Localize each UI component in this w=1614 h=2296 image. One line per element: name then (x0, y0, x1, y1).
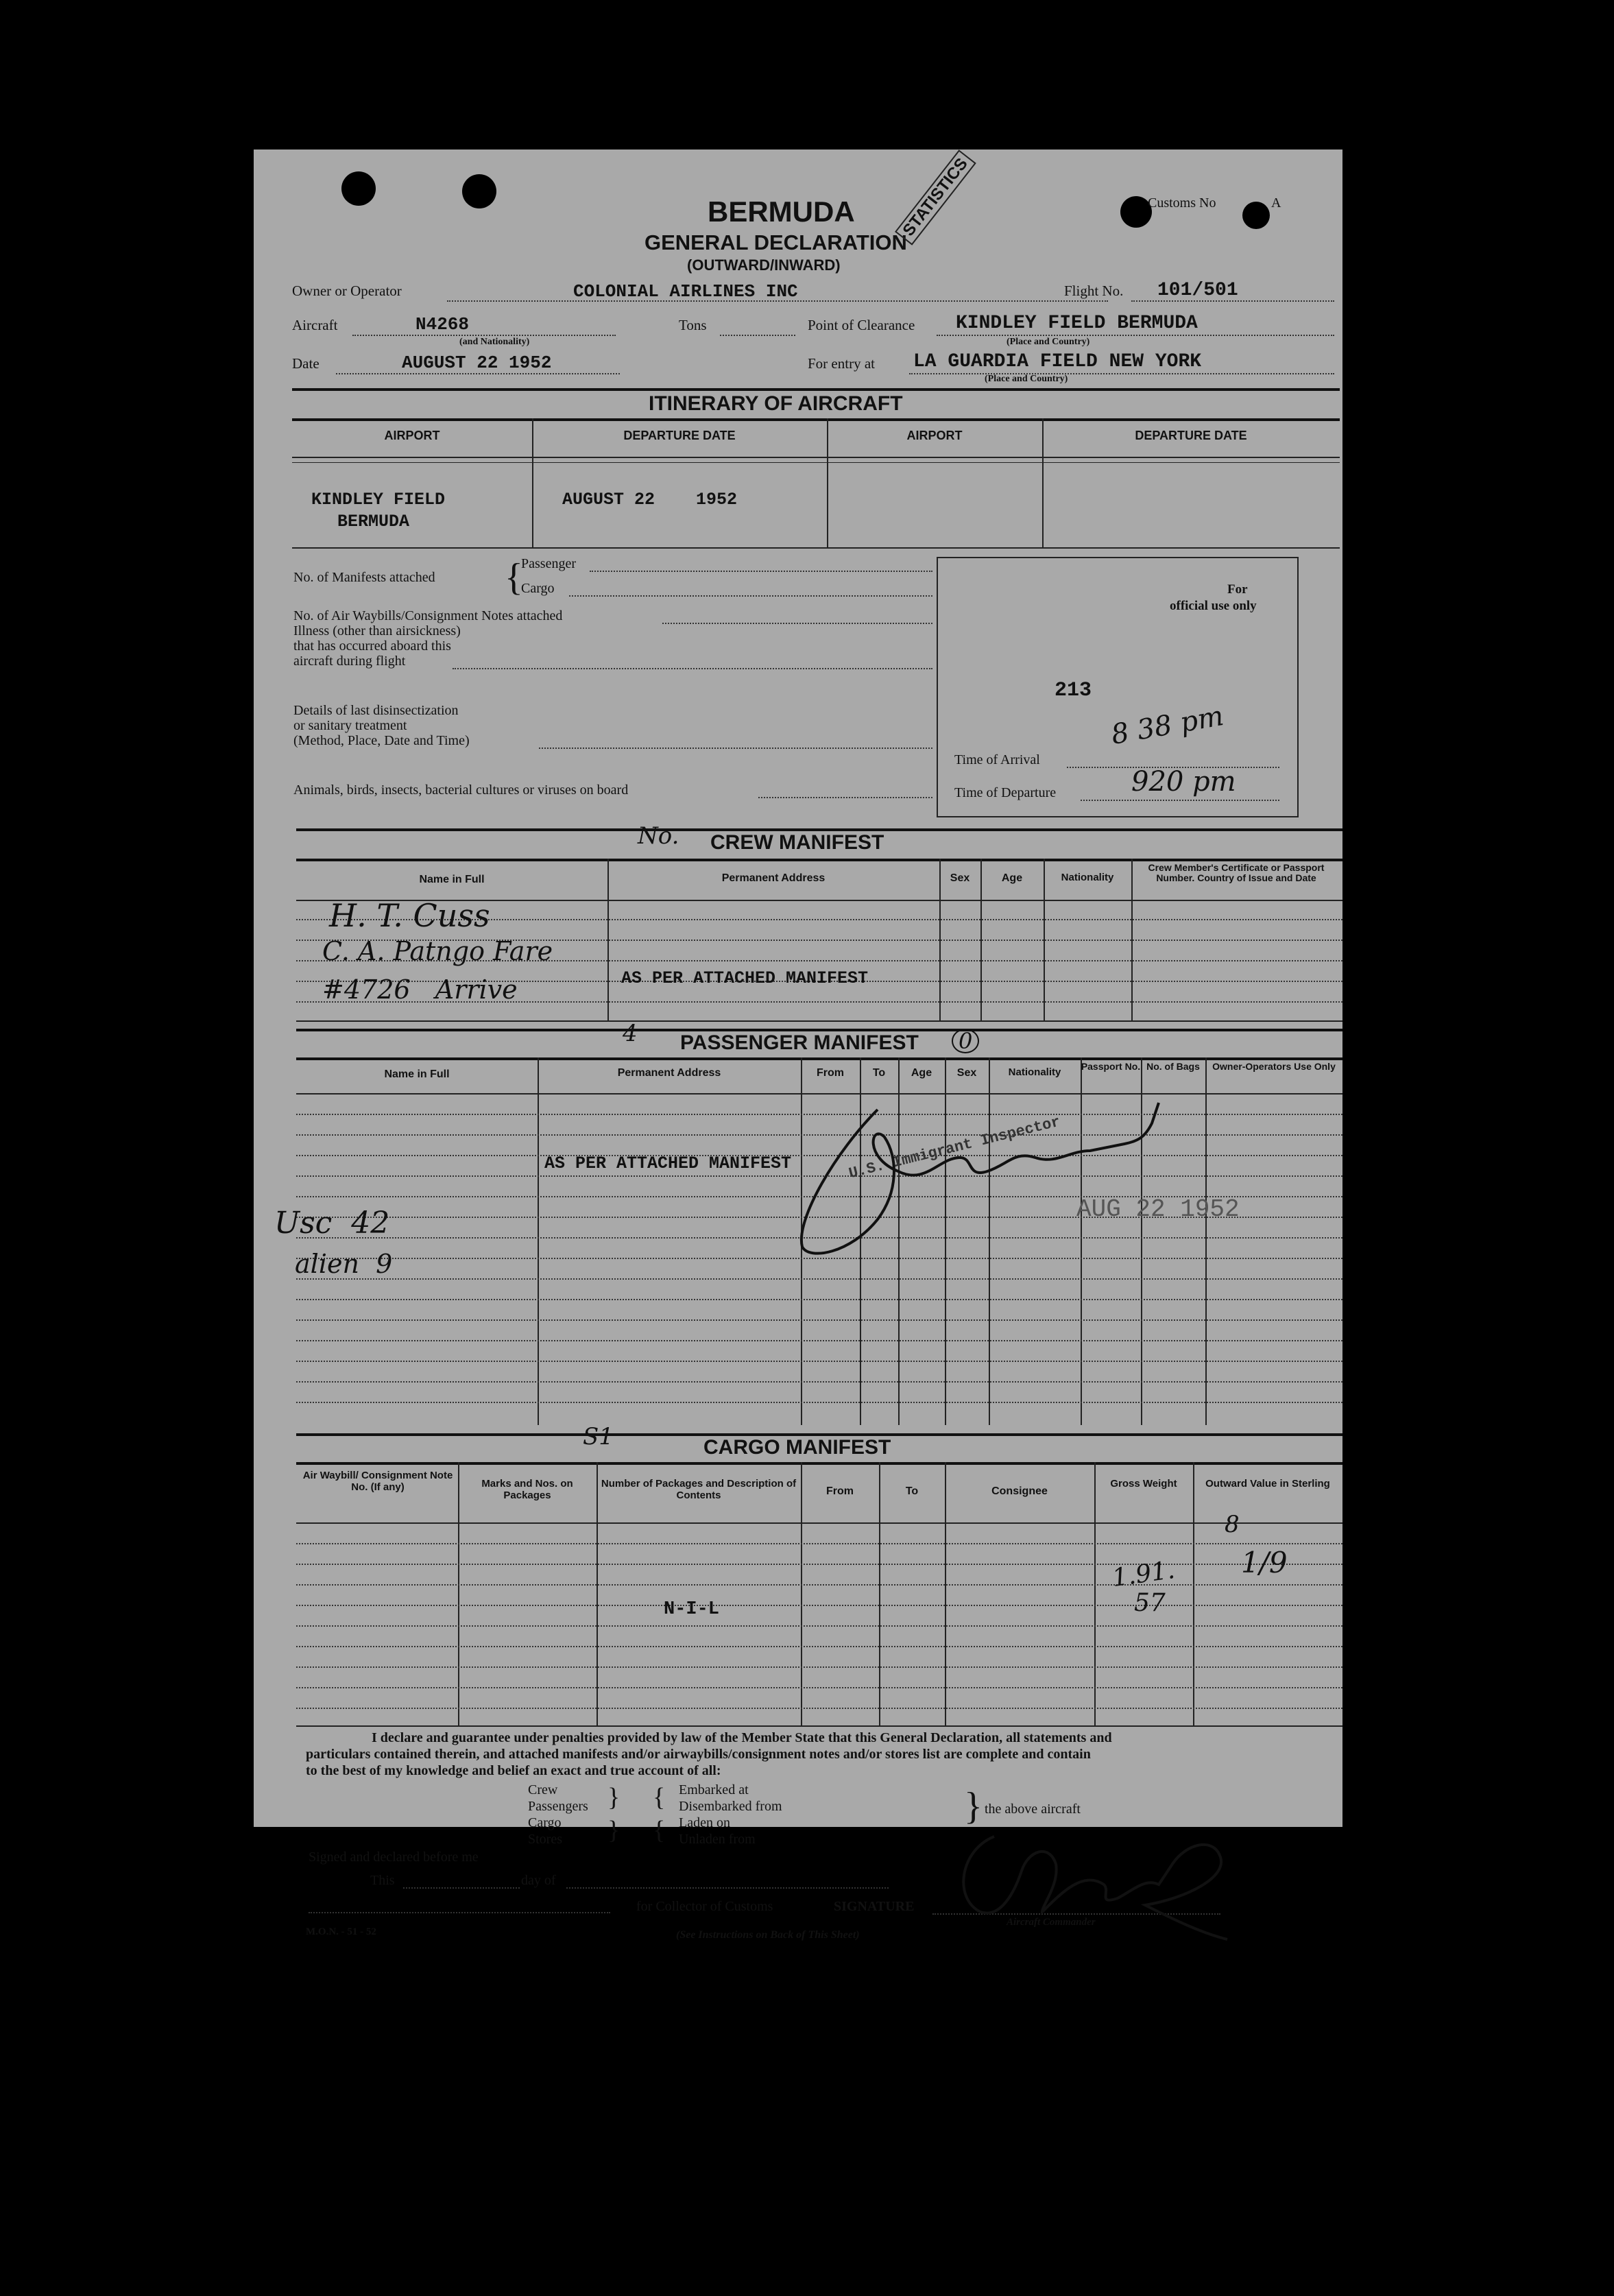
passenger-header: To (872, 1067, 886, 1079)
cargo-header: Outward Value in Sterling (1205, 1478, 1330, 1490)
form-title: BERMUDA (708, 195, 855, 228)
clearance-value: KINDLEY FIELD BERMUDA (956, 313, 1198, 334)
crew-hand-2: C. A. Patngo Fare (322, 936, 553, 966)
form-direction: (OUTWARD/INWARD) (687, 256, 841, 274)
crew-prefix-hand: No. (638, 822, 679, 850)
tons-label: Tons (679, 317, 707, 333)
entry-sub: (Place and Country) (985, 374, 1068, 384)
entry-value: LA GUARDIA FIELD NEW YORK (913, 351, 1202, 372)
crew-header: Sex (950, 872, 970, 884)
declaration-list: Crew (528, 1782, 558, 1797)
passenger-circle-hand: 0 (952, 1029, 979, 1053)
owner-value: COLONIAL AIRLINES INC (573, 281, 798, 302)
date-value: AUGUST 22 1952 (402, 352, 552, 373)
crew-header: Crew Member's Certificate or Passport Number. Country of Issue and Date (1148, 862, 1325, 884)
inspector-stamp-date: AUG 22 1952 (1076, 1195, 1240, 1223)
cargo-label: Cargo (521, 581, 555, 596)
official-number: 213 (1055, 679, 1092, 702)
inspector-stamp: U.S. Immigrant Inspector (847, 1113, 1063, 1183)
cargo-header: Air Waybill/ Consignment Note No. (If any) (302, 1470, 453, 1493)
itinerary-header: AIRPORT (906, 429, 963, 442)
signed-label: Signed and declared before me (309, 1850, 479, 1865)
cargo-title: CARGO MANIFEST (703, 1436, 891, 1459)
punch-hole (462, 174, 496, 208)
itinerary-airport-1: KINDLEY FIELD (311, 490, 446, 510)
disinsect-label: Details of last disinsectization (293, 703, 459, 718)
cargo-header: Consignee (991, 1485, 1048, 1497)
declaration-list: Embarked at (679, 1782, 749, 1797)
flight-label: Flight No. (1064, 283, 1124, 299)
aircraft-sub: (and Nationality) (459, 337, 530, 347)
waybills-label: No. of Air Waybills/Consignment Notes attached (293, 608, 563, 623)
passenger-hand-usc: Usc 42 (274, 1206, 390, 1241)
itinerary-header: DEPARTURE DATE (623, 429, 736, 442)
cargo-value-hand: 1/9 (1241, 1546, 1288, 1579)
flight-value: 101/501 (1157, 280, 1238, 301)
clearance-label: Point of Clearance (808, 317, 915, 333)
date-line (336, 373, 620, 374)
entry-line (909, 373, 1334, 374)
punch-hole (341, 171, 376, 206)
inspector-signature (795, 1096, 1179, 1267)
commander-label: Aircraft Commander (1007, 1917, 1096, 1928)
departure-time-label: Time of Departure (954, 785, 1057, 800)
declaration-text: to the best of my knowledge and belief an exact and true account of all: (306, 1763, 721, 1778)
customs-no-label: Customs No (1148, 195, 1216, 211)
declaration-text: particulars contained therein, and attached manifests and/or airwaybills/consignment notes and/or stores list are complete and contain (306, 1747, 1091, 1762)
passenger-header: From (817, 1067, 844, 1079)
itinerary-title: ITINERARY OF AIRCRAFT (649, 392, 903, 415)
crew-address: AS PER ATTACHED MANIFEST (621, 968, 869, 988)
aircraft-label: Aircraft (292, 317, 338, 333)
cargo-value-hand: 8 (1225, 1511, 1240, 1538)
declaration-list: Cargo (528, 1815, 562, 1830)
collector-label: for Collector of Customs (636, 1899, 773, 1914)
cargo-prefix-hand: S1 (583, 1423, 614, 1450)
passenger-header: Sex (956, 1067, 977, 1079)
crew-hand-3: #4726 Arrive (322, 974, 518, 1005)
customs-no-value: A (1271, 195, 1281, 211)
declaration-sheet: BERMUDA GENERAL DECLARATION (OUTWARD/INWARD) STATISTICS Customs No A Owner or Operator COLONIAL AIRLINES INC Flight No. 101/501 Aircraft N4268 (and Nationality) Tons Point of Clearance KINDLEY FIELD BERMUDA (Place and Country) Date AUGUST 22 1952 For entry at LA GUARDIA FIELD NEW YORK (Place and Country) ITINERARY OF AIRCRAFT AIRPORT DEPARTURE DATE AIRPORT DEPARTURE DATE KINDLEY FIELD BERMUDA AUGUST 22 1952 No. of Manifests attached { Passenger Cargo No. of Air Waybills/Consignment Notes attached Illness (other than airsickness) that has occurred aboard this aircraft during flight Details of last disinsectization or sanitary treatment (Method, Place, Date and Time) Animals, birds, insects, bacterial cultures or viruses on board For official use only 213 Time of Arrival 8 38 pm Time of Departure 920 pm No. CREW MANIFEST Name in Full Permanent Address Sex Age Nationality Crew Member's Certificate or Passport Number. Country of Issue and Date H. T. Cuss C. A. Patngo Fare #4726 Arrive AS PER ATTACHED MANIFEST 4 PASSENGER MANIFEST 0 Name in Full Permanent Address From To Age Sex Nationality Passport No. No. of Bags Owner-Operators Use Only AS PER ATTACHED MANIFEST Usc 42 alien 9 U.S. Immigrant Inspector AUG 22 1952 S1 CARGO MANIFEST Air Waybill/ Consignment Note No. (If any) Marks and Nos. on Packages Number of Packages and Description of Contents From To Consignee Gross Weight Outward Value in Sterling N-I-L 1.91. 57 8 1/9 I declare and guarantee under penalties provided by law of the Member State that this General Declaration, all statements and particulars contained therein, and attached manifests and/or airwaybills/consignment notes and/or stores list are complete and contain to the best of my knowledge and belief an exact and true account of all: Crew Passengers Cargo Stores } } { { Embarked at Disembarked from Laden on Unladen from } the above aircraft Signed and declared before me This day of for Collector of Customs SIGNATURE Aircraft Commander M.O.N. - 51 - 52 (See Instructions on Back of This Sheet) (254, 150, 1342, 1827)
declaration-above: the above aircraft (985, 1802, 1081, 1817)
statistics-stamp: STATISTICS (895, 150, 976, 246)
declaration-list: Passengers (528, 1799, 588, 1814)
passenger-title: PASSENGER MANIFEST (680, 1031, 919, 1054)
cargo-header: Marks and Nos. on Packages (481, 1478, 573, 1501)
punch-hole (1242, 202, 1270, 229)
arrival-handwriting: 8 38 pm (1109, 699, 1227, 752)
illness-label: Illness (other than airsickness) (293, 623, 461, 638)
declaration-list: Laden on (679, 1815, 730, 1830)
aircraft-value: N4268 (415, 314, 470, 335)
crew-title: CREW MANIFEST (710, 831, 884, 854)
commander-signature (939, 1823, 1241, 1946)
passenger-prefix-hand: 4 (623, 1020, 638, 1047)
declaration-list: Stores (528, 1832, 562, 1847)
cargo-header: Gross Weight (1110, 1478, 1177, 1490)
clearance-sub: (Place and Country) (1007, 337, 1090, 347)
official-label: official use only (1170, 599, 1257, 613)
arrival-label: Time of Arrival (954, 752, 1040, 767)
crew-header: Permanent Address (721, 872, 826, 884)
itinerary-header: DEPARTURE DATE (1135, 429, 1247, 442)
departure-handwriting: 920 pm (1131, 766, 1236, 798)
cargo-contents: N-I-L (664, 1599, 720, 1620)
cargo-weight-hand: 57 (1134, 1589, 1166, 1617)
passenger-header: Passport No. (1081, 1061, 1141, 1072)
illness-label: that has occurred aboard this (293, 638, 451, 654)
form-subtitle: GENERAL DECLARATION (645, 230, 907, 254)
form-number: M.O.N. - 51 - 52 (306, 1926, 376, 1937)
day-of-label: day of (521, 1873, 556, 1888)
tons-line (720, 335, 795, 336)
declaration-list: Unladen from (679, 1832, 756, 1847)
passenger-header: Nationality (1008, 1066, 1061, 1078)
passenger-header: Permanent Address (617, 1067, 721, 1079)
itinerary-departure-1: AUGUST 22 1952 (562, 490, 738, 510)
declaration-list: Disembarked from (679, 1799, 782, 1814)
cargo-header: Number of Packages and Description of Contents (601, 1478, 797, 1501)
passenger-hand-alien: alien 9 (295, 1249, 393, 1279)
crew-hand-1: H. T. Cuss (329, 897, 490, 934)
cargo-weight-hand: 1.91. (1110, 1555, 1177, 1593)
passenger-address: AS PER ATTACHED MANIFEST (544, 1153, 792, 1173)
passenger-header: Owner-Operators Use Only (1212, 1061, 1336, 1072)
cargo-header: From (826, 1485, 854, 1497)
this-label: This (370, 1873, 395, 1888)
disinsect-label: (Method, Place, Date and Time) (293, 733, 470, 748)
aircraft-line (352, 335, 616, 336)
animals-label: Animals, birds, insects, bacterial cultures or viruses on board (293, 782, 629, 798)
cargo-header: To (905, 1485, 919, 1497)
official-label: For (1227, 582, 1248, 597)
manifests-label: No. of Manifests attached (293, 570, 435, 585)
itinerary-airport-1b: BERMUDA (337, 512, 410, 531)
passenger-label: Passenger (521, 556, 576, 571)
declaration-text: I declare and guarantee under penalties provided by law of the Member State that this General Declaration, all statements and (372, 1730, 1112, 1745)
crew-header: Name in Full (419, 874, 485, 885)
entry-label: For entry at (808, 355, 875, 372)
itinerary-header: AIRPORT (384, 429, 440, 442)
crew-header: Nationality (1061, 872, 1114, 883)
passenger-header: No. of Bags (1146, 1061, 1200, 1072)
passenger-header: Name in Full (384, 1068, 450, 1080)
disinsect-label: or sanitary treatment (293, 718, 407, 733)
instructions-note: (See Instructions on Back of This Sheet) (676, 1929, 860, 1941)
illness-label: aircraft during flight (293, 654, 406, 669)
signature-label: SIGNATURE (834, 1899, 915, 1914)
crew-header: Age (1001, 872, 1023, 884)
passenger-header: Age (911, 1067, 932, 1079)
date-label: Date (292, 355, 320, 372)
clearance-line (937, 335, 1334, 336)
owner-label: Owner or Operator (292, 283, 402, 299)
